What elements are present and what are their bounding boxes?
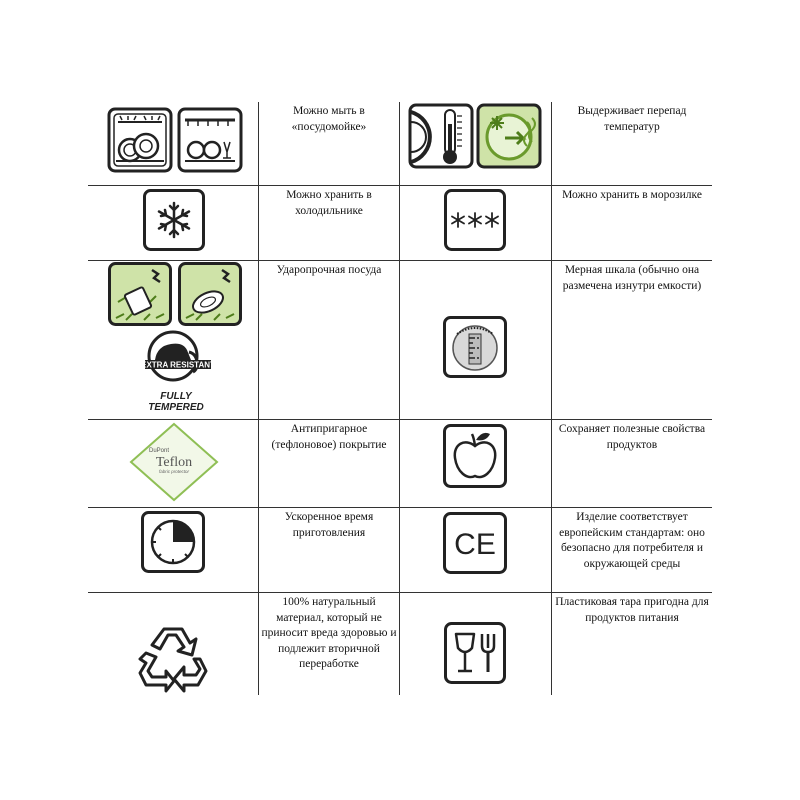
impact-resistant-icon (108, 262, 242, 326)
badge-line-2: TEMPERED (148, 402, 204, 413)
legend-icon-cell (88, 508, 258, 592)
legend-description: Изделие соответствует европейским стандартам: оно безопасно для потребителя и окружающей среды (559, 511, 705, 570)
legend-icon-cell (88, 102, 258, 185)
legend-description: Выдерживает перепад температур (577, 105, 687, 133)
symbol-legend-table (88, 102, 712, 695)
legend-description: Сохраняет полезные свойства продуктов (558, 423, 706, 451)
recycling-icon (138, 625, 208, 691)
legend-icon-cell (88, 420, 258, 507)
clock-icon (141, 511, 205, 573)
extra-tempered-badge-icon (141, 330, 215, 382)
freezer-snowflakes-icon (444, 189, 506, 251)
legend-row (88, 593, 712, 695)
teflon-logo-icon (129, 422, 219, 502)
refrigerator-snowflake-icon (143, 189, 205, 251)
legend-icon-cell (400, 261, 551, 419)
ce-mark-icon (443, 512, 507, 574)
temperature-change-icon (409, 104, 543, 170)
legend-description: Можно хранить в холодильнике (286, 189, 372, 217)
teflon-name-text: Teflon (155, 455, 193, 470)
legend-description: Можно хранить в морозилке (562, 189, 702, 201)
legend-row (88, 508, 712, 592)
legend-description: Пластиковая тара пригодна для продуктов питания (555, 596, 709, 624)
legend-icon-cell (88, 261, 258, 419)
legend-description: Ускоренное время приготовления (284, 511, 374, 539)
dishwasher-safe-icon (108, 108, 242, 172)
apple-icon (443, 424, 507, 488)
legend-icon-cell (88, 186, 258, 260)
legend-description: Можно мыть в «посудомойке» (291, 105, 367, 133)
legend-icon-cell (400, 102, 551, 185)
legend-row (88, 261, 712, 419)
teflon-brand-text: DuPont (149, 448, 170, 454)
legend-description: 100% натуральный материал, который не приносит вреда здоровью и подлежит вторичной переработке (261, 596, 397, 670)
legend-icon-cell (400, 186, 551, 260)
legend-description: Антипригарное (тефлоновое) покрытие (271, 423, 387, 451)
legend-description: Мерная шкала (обычно она размечена изнутри емкости) (562, 264, 702, 292)
legend-row (88, 420, 712, 507)
food-safe-glass-fork-icon (444, 622, 506, 684)
legend-row (88, 186, 712, 260)
legend-description: Ударопрочная посуда (276, 264, 382, 276)
legend-icon-cell (400, 593, 551, 695)
legend-icon-cell (400, 508, 551, 592)
measuring-scale-icon (443, 316, 507, 378)
teflon-sub-text: fabric protector (158, 469, 190, 474)
legend-icon-cell (400, 420, 551, 507)
ce-mark-text: CE (454, 528, 496, 561)
legend-icon-cell (88, 593, 258, 695)
legend-row (88, 102, 712, 185)
fully-tempered-label (136, 391, 216, 413)
svg-text:EXTRA RESISTANT: EXTRA RESISTANT (141, 360, 215, 370)
badge-line-1: FULLY (160, 391, 192, 402)
